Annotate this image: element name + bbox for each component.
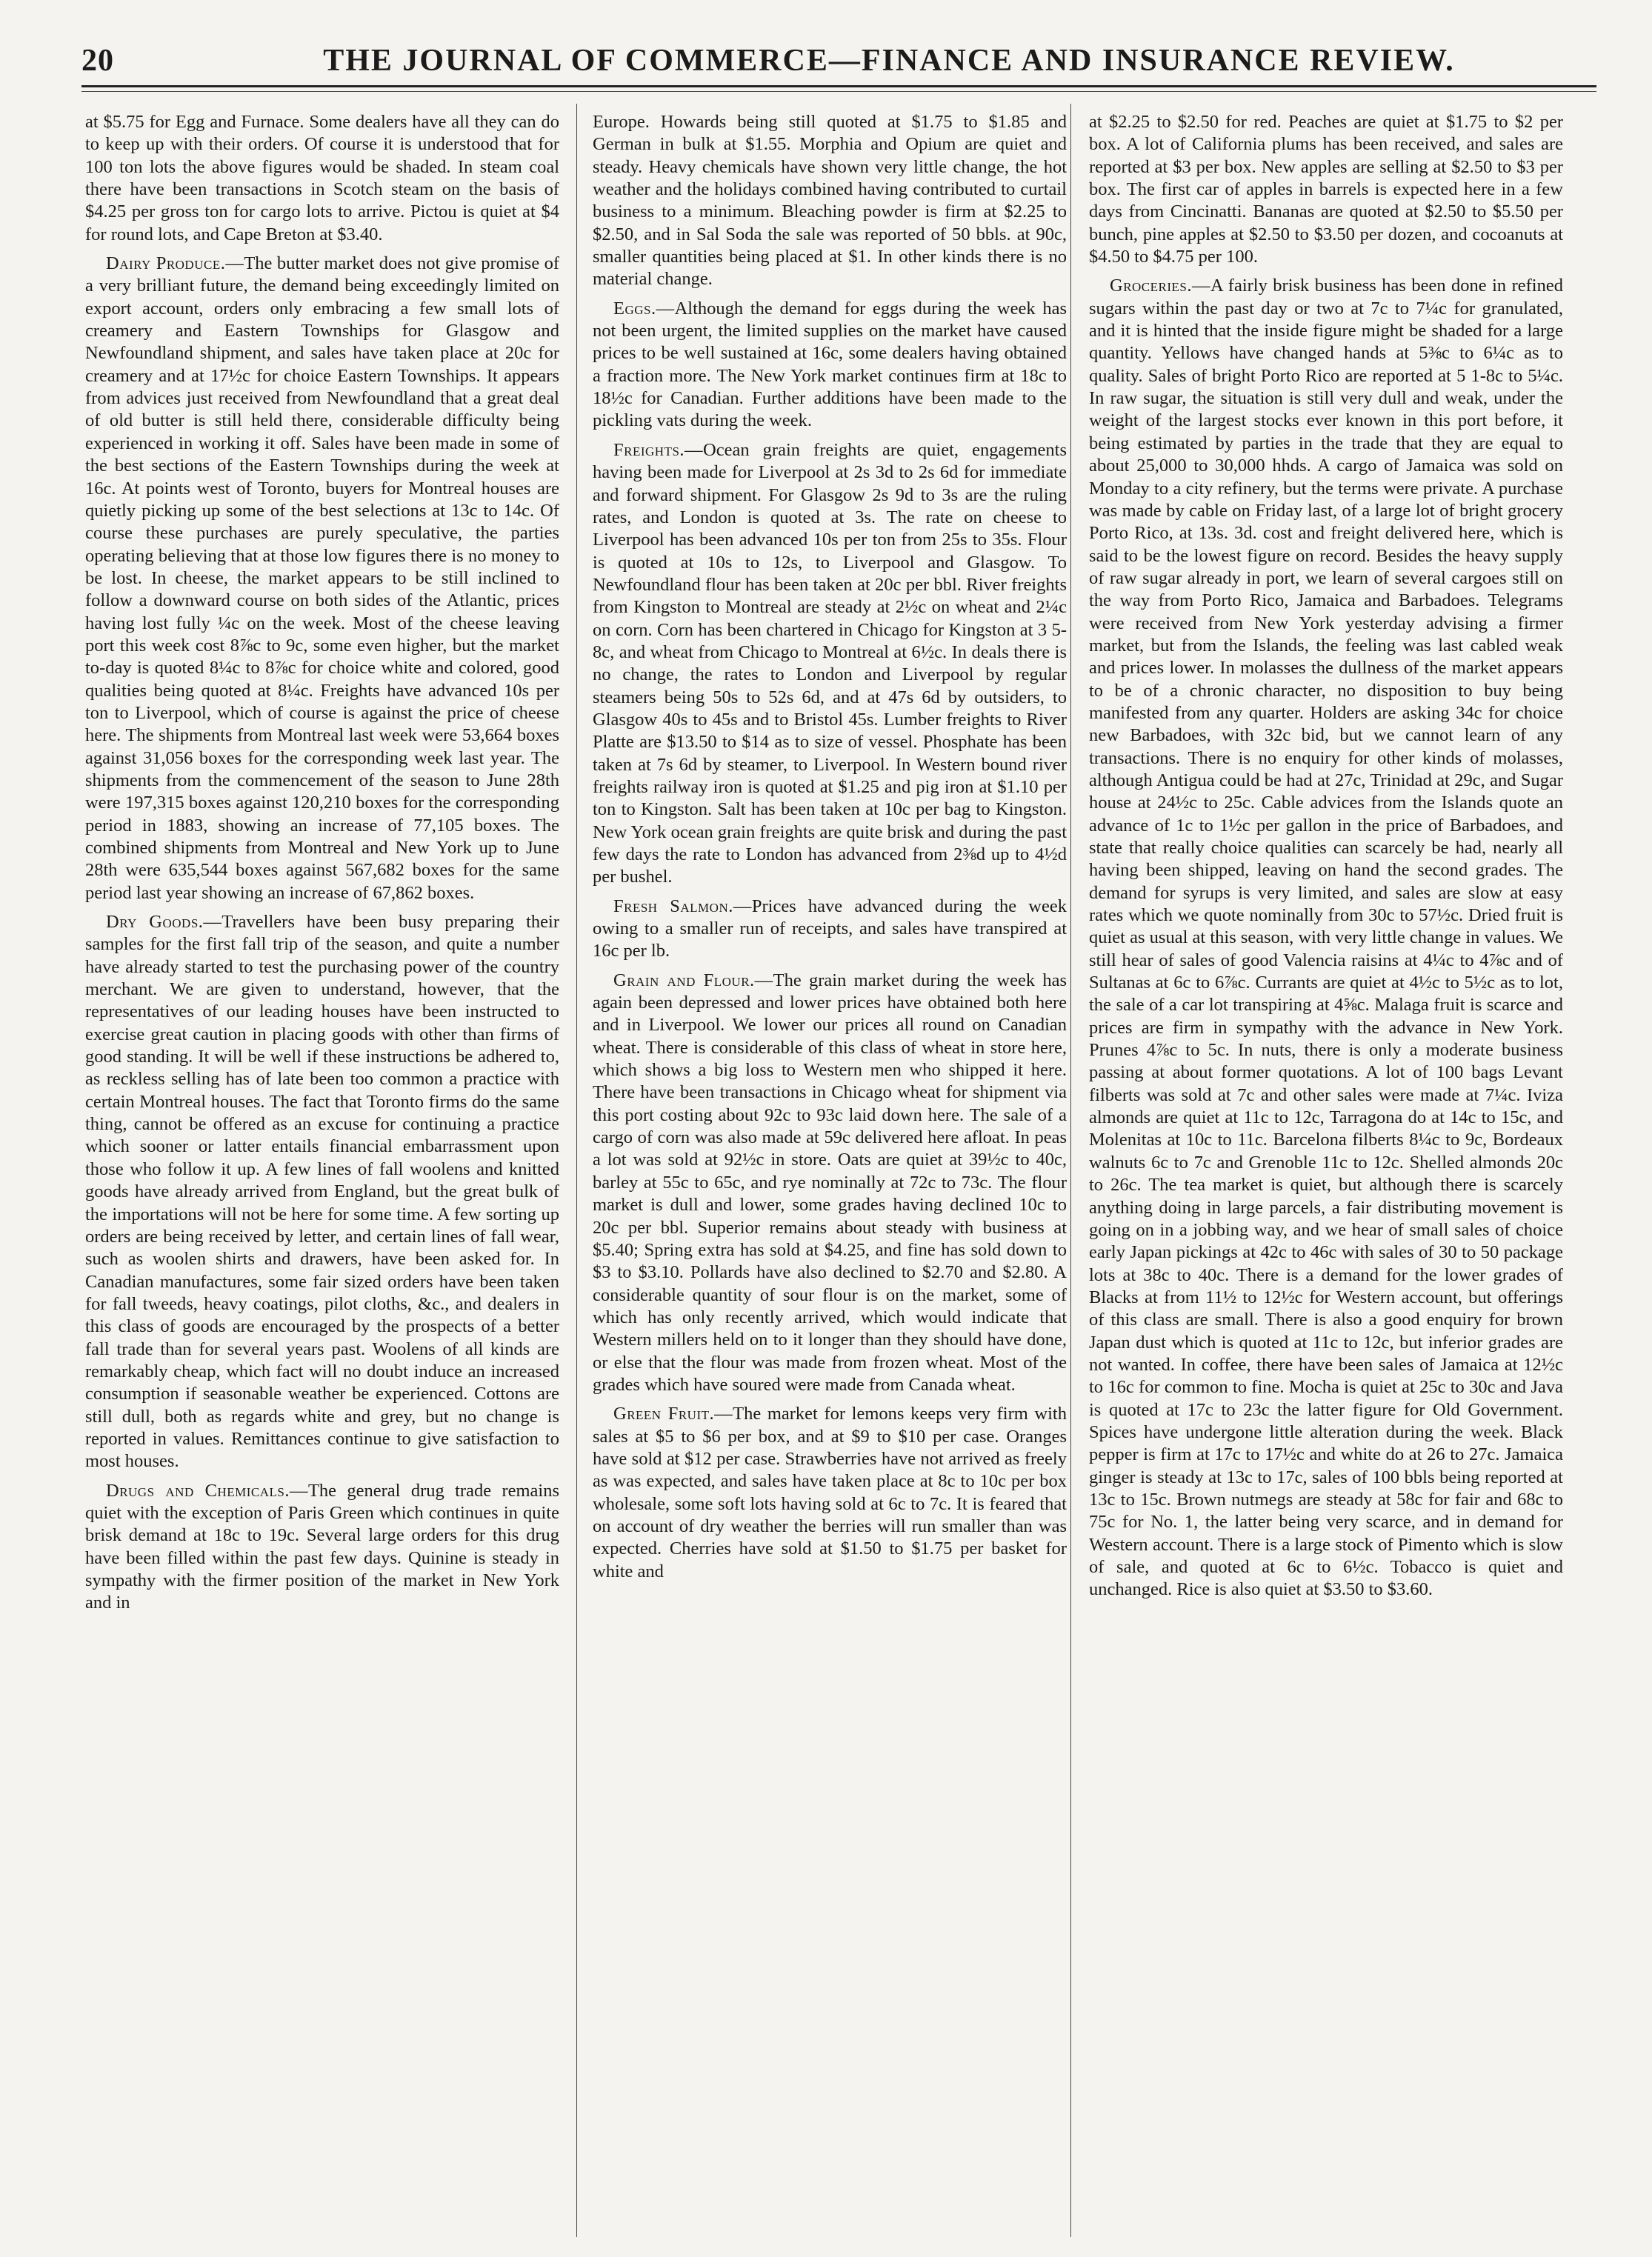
section-heading: Drugs and Chemicals.— [106, 1480, 308, 1501]
column-divider [1070, 104, 1071, 2237]
journal-title: THE JOURNAL OF COMMERCE—FINANCE AND INSURANCE REVIEW. [323, 44, 1455, 78]
article-paragraph [593, 111, 1067, 291]
column-3 [1089, 111, 1563, 2237]
paragraph-text: Prices have advanced during the week owing to a smaller run of receipts, and sales have transpired at 16c per lb. [593, 896, 1067, 961]
column-1 [85, 111, 559, 2237]
page-header [81, 43, 1593, 89]
section-heading: Groceries.— [1110, 276, 1210, 296]
article-paragraph [593, 298, 1067, 433]
article-paragraph [85, 111, 559, 246]
section-heading: Fresh Salmon.— [613, 896, 752, 916]
article-paragraph [593, 896, 1067, 963]
section-heading: Dairy Produce.— [106, 253, 244, 274]
paragraph-text: The market for lemons keeps very firm with sales at $5 to $6 per box, and at $9 to $10 per case. Oranges have sold at $12 per case. Strawberries have not arrived as freely as was expected, and sales have taken place at 8c to 10c per box wholesale, some soft lots having sold at 6c to 7c. It is feared that on account of dry weather the berries will run smaller than was expected. Cherries have sold at $1.50 to $1.75 per basket for white and [593, 1404, 1067, 1581]
paragraph-text: The grain market during the week has again been depressed and lower prices have obtained both here and in Liverpool. We lower our prices all round on Canadian wheat. There is considerable of this class of wheat in store here, which shows a big loss to Western men who shipped it here. There have been transactions in Chicago wheat for shipment via this port costing about 92c to 93c laid down here. The sale of a cargo of corn was also made at 59c delivered here afloat. In peas a lot was sold at 92½c in store. Oats are quiet at 39½c to 40c, barley at 55c to 65c, and rye nominally at 72c to 73c. The flour market is dull and lower, some grades having declined 10c to 20c per bbl. Superior remains about steady with business at $5.40; Spring extra has sold at $4.25, and fine has sold down to $3 to $3.10. Pollards have also declined to $2.70 and $2.80. A considerable quantity of sour flour is on the market, some of which has only recently arrived, which would indicate that Western millers held on to it longer than they should have done, or else that the flour was made from frozen wheat. Most of the grades which have soured were made from Canada wheat. [593, 970, 1067, 1395]
paragraph-text: Travellers have been busy preparing their samples for the first fall trip of the season, and quite a number have already started to test the purchasing power of the country merchant. We are given to understand, however, that the representatives of our leading houses have been instructed to exercise great caution in placing goods with other than firms of good standing. It will be well if these instructions be adhered to, as reckless selling has of late been too common a practice with certain Montreal houses. The fact that Toronto firms do the same thing, cannot be offered as an excuse for continuing a practice which sooner or latter entails financial embarrassment upon those who follow it up. A few lines of fall woolens and knitted goods have already arrived from England, but the great bulk of the importations will not be here for some time. A few sorting up orders are being received by letter, and certain lines of fall wear, such as woolen shirts and drawers, have been asked for. In Canadian manufactures, some fair sized orders have been taken for fall tweeds, heavy coatings, pilot cloths, &c., and dealers in this class of goods are encouraged by the prospects of a better fall trade than for several years past. Woolens of all kinds are remarkably cheap, which fact will no doubt induce an increased consumption if seasonable weather be experienced. Cottons are still dull, both as regards white and grey, but no change is reported in values. Remittances continue to give satisfaction to most houses. [85, 912, 559, 1472]
article-paragraph [593, 970, 1067, 1397]
paragraph-text: Ocean grain freights are quiet, engagements having been made for Liverpool at 2s 3d to 2s 6d for immediate and forward shipment. For Glasgow 2s 9d to 3s are the ruling rates, and London is quoted at 3s. The rate on cheese to Liverpool has been advanced 10s per ton from 25s to 35s. Flour is quoted at 10s to 12s, to Liverpool and Glasgow. To Newfoundland flour has been taken at 20c per bbl. River freights from Kingston to Montreal are steady at 2½c on wheat and 2¼c on corn. Corn has been chartered in Chicago for Kingston at 3 5-8c, and wheat from Chicago to Montreal at 6½c. In deals there is no change, the rates to London and Liverpool by regular steamers being 50s to 52s 6d, and at 47s 6d by outsiders, to Glasgow 40s to 45s and to Bristol 45s. Lumber freights to River Platte are $13.50 to $14 as to size of vessel. Phosphate has been taken at 7s 6d by steamer, to Liverpool. In Western bound river freights railway iron is quoted at $1.25 and pig iron at $1.10 per ton to Kingston. Salt has been taken at 10c per bag to Kingston. New York ocean grain freights are quite brisk and during the past few days the rate to London has advanced from 2⅜d up to 4½d per bushel. [593, 439, 1067, 887]
paragraph-text: A fairly brisk business has been done in refined sugars within the past day or two at 7c to 7¼c for granulated, and it is hinted that the inside figure might be shaded for a large quantity. Yellows have changed hands at 5⅜c to 6¼c as to quality. Sales of bright Porto Rico are reported at 5 1-8c to 5¼c. In raw sugar, the situation is still very dull and weak, under the weight of the largest stocks ever known in this port before, it being estimated by parties in the trade that they are equal to about 25,000 to 30,000 hhds. A cargo of Jamaica was sold on Monday to a city refinery, but the terms were private. A purchase was made by cable on Friday last, of a large lot of bright grocery Porto Rico, at 13s. 3d. cost and freight delivered here, which is said to be the lowest figure on record. Besides the heavy supply of raw sugar already in port, we learn of several cargoes still on the way from Porto Rico, Jamaica and Barbadoes. Telegrams were received from New York yesterday advising a firmer market, but from the Islands, the feeling was last cabled weak and prices lower. In molasses the dullness of the market appears to be of a chronic character, no disposition to buy being manifested from any quarter. Holders are asking 34c for choice new Barbadoes, with 32c bid, but we cannot learn of any transactions. There is no enquiry for other kinds of molasses, although Antigua could be had at 27c, Trinidad at 29c, and Sugar house at 24½c to 25c. Cable advices from the Islands quote an advance of 1c to 1½c per gallon in the price of Barbadoes, and state that really choice qualities can scarcely be had, nearly all having been shipped, leaving on hand the second grades. The demand for syrups is very limited, and sales are slow at easy rates which we quote nominally from 30c to 57½c. Dried fruit is quiet as usual at this season, with very little change in values. We still hear of sales of good Valencia raisins at 4¼c to 4⅞c and of Sultanas at 6c to 6⅞c. Currants are quiet at 4½c to 5½c as to lot, the sale of a car lot transpiring at 4⅝c. Malaga fruit is scarce and prices are firm in sympathy with the advance in New York. Prunes 4⅞c to 5c. In nuts, there is only a moderate business passing at about former quotations. A lot of 100 bags Levant filberts was sold at 7c and other sales were made at 7¼c. Iviza almonds are quiet at 11c to 12c, Tarragona do at 14c to 15c, and Molenitas at 10c to 11c. Barcelona filberts 8¼c to 9c, Bordeaux walnuts 6c to 7c and Grenoble 11c to 12c. Shelled almonds 20c to 26c. The tea market is quiet, but although there is scarcely anything doing in large parcels, a fair distributing movement is going on in a jobbing way, and we hear of small sales of choice early Japan pickings at 42c to 46c with sales of 30 to 50 package lots at 38c to 40c. There is a demand for the lower grades of Blacks at from 11½ to 12½c for Western account, but offerings of this class are small. There is also a good enquiry for brown Japan dust which is quoted at 11c to 12c, but inferior grades are not wanted. In coffee, there have been sales of Jamaica at 12½c to 16c for common to fine. Mocha is quiet at 25c to 30c and Java is quoted at 17c to 23c the latter figure for Old Government. Spices have undergone little alteration during the week. Black pepper is firm at 17c to 17½c and white do at 26 to 27c. Jamaica ginger is steady at 13c to 17c, sales of 100 bbls being reported at 13c to 15c. Brown nutmegs are steady at 58c for fair and 68c to 75c for No. 1, the latter being very scarce, and in demand for Western account. There is a large stock of Pimento which is slow of sale, and quoted at 6c to 6½c. Tobacco is quiet and unchanged. Rice is also quiet at $3.50 to $3.60. [1089, 276, 1563, 1600]
paragraph-text: Although the demand for eggs during the week has not been urgent, the limited supplies on the market have caused prices to be well sustained at 16c, some dealers having obtained a fraction more. The New York market continues firm at 18c to 18½c for Canadian. Further additions have been made to the pickling vats during the week. [593, 298, 1067, 431]
article-paragraph [85, 253, 559, 904]
paragraph-text: at $2.25 to $2.50 for red. Peaches are quiet at $1.75 to $2 per box. A lot of California plums has been received, and sales are reported at $3 per box. New apples are selling at $2.50 to $3 per box. The first car of apples in barrels is expected here in a few days from Cincinatti. Bananas are quoted at $2.50 to $5.50 per bunch, pine apples at $2.50 to $3.50 per dozen, and cocoanuts at $4.50 to $4.75 per 100. [1089, 112, 1563, 267]
header-rule-thin [81, 91, 1596, 92]
page-number: 20 [81, 44, 114, 78]
section-heading: Eggs.— [613, 298, 675, 319]
section-heading: Dry Goods.— [106, 912, 222, 933]
paragraph-text: at $5.75 for Egg and Furnace. Some dealers have all they can do to keep up with their orders. Of course it is understood that for 100 ton lots the above figures would be shaded. In steam coal there have been transactions in Scotch steam on the basis of $4.25 per gross ton for cargo lots to arrive. Pictou is quiet at $4 for round lots, and Cape Breton at $3.40. [85, 112, 559, 244]
article-paragraph [85, 1480, 559, 1615]
paragraph-text: The general drug trade remains quiet with the exception of Paris Green which continues in quite brisk demand at 18c to 19c. Several large orders for this drug have been filled within the past few days. Quinine is steady in sympathy with the firmer position of the market in New York and in [85, 1480, 559, 1613]
column-2 [593, 111, 1067, 2237]
article-paragraph [1089, 275, 1563, 1601]
article-paragraph [593, 1403, 1067, 1583]
section-heading: Freights.— [613, 439, 704, 460]
paragraph-text: The butter market does not give promise of a very brilliant future, the demand being exceedingly limited on export account, orders only embracing a few small lots of creamery and Eastern Townships for Glasgow and Newfoundland shipment, and sales have taken place at 20c for creamery and at 17½c for choice Eastern Townships. It appears from advices just received from Newfoundland that a great deal of old butter is still held there, considerable difficulty being experienced in working it off. Sales have been made in some of the best sections of the Eastern Townships during the week at 16c. At points west of Toronto, buyers for Montreal houses are quietly picking up some of the best selections at 13c to 14c. Of course these purchases are purely speculative, the parties operating believing that at those low figures there is no money to be lost. In cheese, the market appears to be still inclined to follow a downward course on both sides of the Atlantic, prices having lost fully ¼c on the week. Most of the cheese leaving port this week cost 8⅞c to 9c, some even higher, but the market to-day is quoted 8¼c to 8⅞c for choice white and colored, good qualities being quoted at 8¼c. Freights have advanced 10s per ton to Liverpool, which of course is against the price of cheese here. The shipments from Montreal last week were 53,664 boxes against 31,056 boxes for the corresponding week last year. The shipments from the commencement of the season to June 28th were 197,315 boxes against 120,210 boxes for the corresponding period in 1883, showing an increase of 77,105 boxes. The combined shipments from Montreal and New York up to June 28th were 635,544 boxes against 567,682 boxes for the same period last year showing an increase of 67,862 boxes. [85, 253, 559, 903]
column-divider [576, 104, 577, 2237]
article-paragraph [1089, 111, 1563, 268]
header-rule [81, 85, 1596, 87]
article-paragraph [593, 439, 1067, 889]
article-paragraph [85, 911, 559, 1473]
section-heading: Green Fruit.— [613, 1404, 733, 1424]
paragraph-text: Europe. Howards being still quoted at $1.75 to $1.85 and German in bulk at $1.55. Morphia and Opium are quiet and steady. Heavy chemicals have shown very little change, the hot weather and the holidays combined having contributed to curtail business to a minimum. Bleaching powder is firm at $2.25 to $2.50, and in Sal Soda the sale was reported of 50 bbls. at 90c, smaller quantities being placed at $1. In other kinds there is no material change. [593, 112, 1067, 290]
section-heading: Grain and Flour.— [613, 970, 773, 990]
